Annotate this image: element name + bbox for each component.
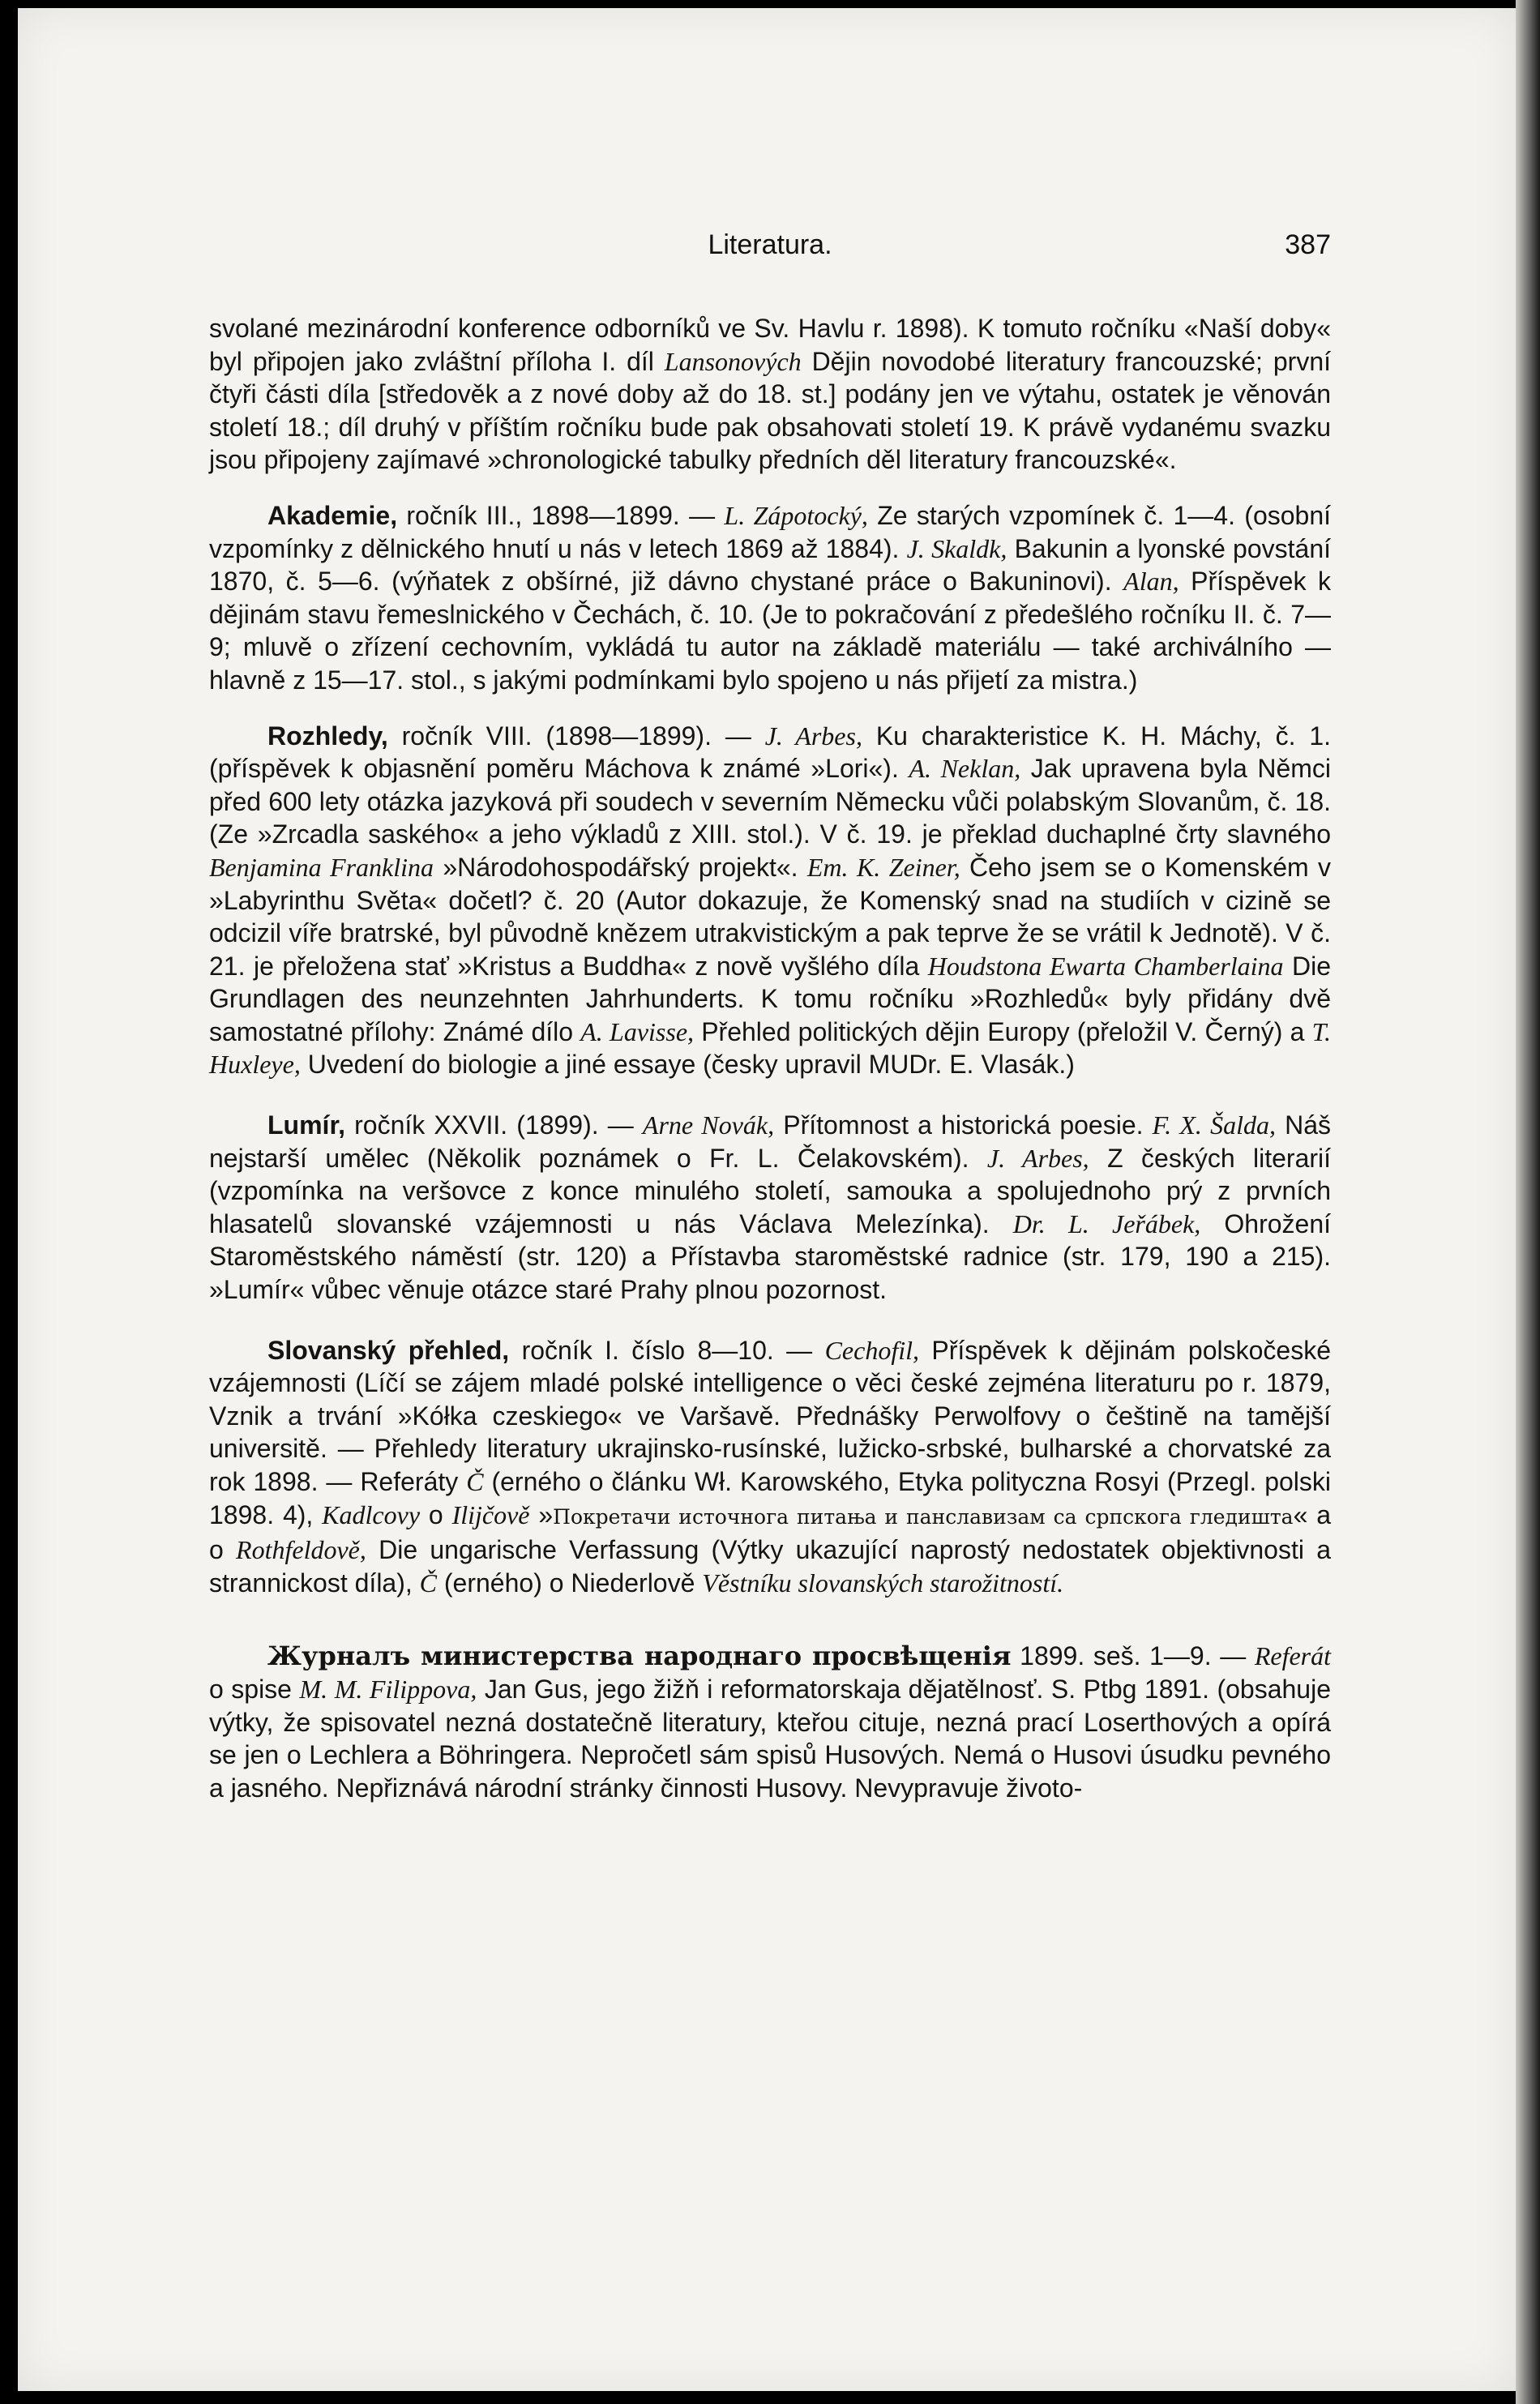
author-name: J. Arbes,: [986, 1143, 1089, 1173]
author-name: Ilijčově: [451, 1499, 530, 1529]
author-name: Benjamina Franklina: [209, 852, 434, 882]
page-header: [209, 229, 1331, 270]
article-body: [209, 312, 1331, 1804]
author-name: Houdstona Ewarta Chamberlaina: [927, 951, 1284, 981]
entry-akademie: Akademie, ročník III., 1898—1899. — L. Zápotocký, Ze starých vzpomínek č. 1—4. (osobní vzpomínky z dělnického hnutí u nás v letech 1869 až 1884). J. Skaldk, Bakunin a lyonské povstání 1870, č. 5—6. (výňatek z obšírné, již dávno chystané práce o Bakuninovi). Alan, Příspěvek k dějinám stavu řemeslnického v Čechách, č. 10. (Je to pokračování z předešlého ročníku II. č. 7—9; mluvě o zřízení cechovním, vykládá tu autor na základě materiálu — také archiválního — hlavně z 15—17. stol., s jakými podmínkami bylo spojeno u nás přijetí za mistra.): [209, 500, 1332, 695]
entry-zhurnal: Журналъ министерства народнаго просвѣщенія 1899. seš. 1—9. — Referát o spise M. M. Filippova, Jan Gus, jego žižň i reformatorskaja dějatělnosť. S. Ptbg 1891. (obsahuje výtky, že spisovatel nezná dostatečně literatury, kteřou cituje, nezná prací Loserthových a opírá se jen o Lechlera a Böhringera. Nepročetl sám spisů Husových. Nemá o Husovi úsudku pevného a jasného. Nepřiznává národní stránky činnosti Husovy. Nevypravuje životo-: [209, 1640, 1332, 1803]
author-name: T. Huxleye,: [209, 1016, 1332, 1080]
author-name: Rothfeldově,: [236, 1535, 366, 1565]
journal-title: Akademie,: [267, 500, 398, 530]
entry-slovansky-prehled: Slovanský přehled, ročník I. číslo 8—10. — Cechofil, Příspěvek k dějinám polskočeské vzájemnosti (Líčí se zájem mladé polské intelligence o věci české zejména literaturu po r. 1879, Vznik a trvání »Kółka czeskiego« ve Varšavě. Přednášky Perwolfovy o češtině na tamější universitě. — Přehledy literatury ukrajinsko-rusínské, lužicko-srbské, bulharské a chorvatské za rok 1898. — Referáty Č (erného o článku Wł. Karowského, Etyka polityczna Rosyi (Przegl. polski 1898. 4), Kadlcovy o Ilijčově »Покретачи источнога питања и панславизам са српскога гледишта« a o Rothfeldově, Die ungarische Verfassung (Výtky ukazující naprostý nedostatek objektivnosti a strannickost díla), Č (erného) o Niederlově Věstníku slovanských starožitností.: [209, 1335, 1332, 1598]
author-name: L. Zápotocký,: [724, 500, 868, 530]
book-edge: [1516, 0, 1540, 2404]
entry-rozhledy: Rozhledy, ročník VIII. (1898—1899). — J. Arbes, Ku charakteristice K. H. Máchy, č. 1. (příspěvek k objasnění poměru Máchova k známé »Lori«). A. Neklan, Jak upravena byla Němci před 600 lety otázka jazyková při soudech v severním Německu vůči polabským Slovanům, č. 18. (Ze »Zrcadla saského« a jeho výkladů z XIII. stol.). V č. 19. je překlad duchaplné črty slavného Benjamina Franklina »Národohospodářský projekt«. Em. K. Zeiner, Čeho jsem se o Komenském v »Labyrinthu Světa« dočetl? č. 20 (Autor dokazuje, že Komenský snad na studiích v cizině se odcizil víře bratrské, byl původně knězem utrakvistickým a pak teprve že se vrátil k Jednotě). V č. 21. je přeložena stať »Kristus a Buddha« z nově vyšlého díla Houdstona Ewarta Chamberlaina Die Grundlagen des neunzehnten Jahrhunderts. K tomu ročníku »Rozhledů« byly přidány dvě samostatné přílohy: Známé dílo A. Lavisse, Přehled politických dějin Europy (přeložil V. Černý) a T. Huxleye, Uvedení do biologie a jiné essaye (česky upravil MUDr. E. Vlasák.): [209, 721, 1332, 1080]
author-name: J. Arbes,: [764, 721, 862, 751]
journal-title: Журналъ министерства народнаго просвѣщенія: [267, 1640, 1012, 1672]
journal-title-italic: Věstníku slovanských starožitností.: [702, 1568, 1064, 1598]
journal-title: Slovanský přehled,: [267, 1335, 510, 1365]
running-title: Literatura.: [708, 229, 832, 260]
author-name: J. Skaldk,: [906, 533, 1007, 563]
author-name: Dr. L. Jeřábek,: [1012, 1208, 1201, 1238]
author-name: Em. K. Zeiner,: [806, 852, 960, 882]
author-name: Cechofil,: [824, 1335, 919, 1365]
author-name: Arne Novák,: [642, 1110, 775, 1140]
journal-title: Lumír,: [267, 1110, 346, 1140]
journal-title: Rozhledy,: [267, 721, 388, 751]
author-name: Lansonových: [664, 346, 802, 376]
entry-lumir: Lumír, ročník XXVII. (1899). — Arne Novák, Přítomnost a historická poesie. F. X. Šalda, Náš nejstarší umělec (Několik poznámek o Fr. L. Čelakovském). J. Arbes, Z českých literarií (vzpomínka na veršovce z konce minulého století, samouka a spolujednoho prý z prvních hlasatelů slovanské vzájemnosti u nás Václava Melezínka). Dr. L. Jeřábek, Ohrožení Staroměstského náměstí (str. 120) a Přístavba staroměstské radnice (str. 179, 190 a 215). »Lumír« vůbec věnuje otázce staré Prahy plnou pozornost.: [209, 1110, 1332, 1305]
author-name: Kadlcovy: [322, 1499, 421, 1529]
cyrillic-title: Покретачи источнога питања и панславизам са српскога гледишта: [553, 1504, 1294, 1529]
intro-paragraph: svolané mezinárodní konference odborníků ve Sv. Havlu r. 1898). K tomuto ročníku «Naší doby« byl připojen jako zvláštní příloha I. díl Lansonových Dějin novodobé literatury francouzské; první čtyři části díla [středověk a z nové doby až do 18. st.] podány jen ve výtahu, ostatek je věnován století 18.; díl druhý v příštím ročníku bude pak obsahovati století 19. K právě vydanému svazku jsou připojeny zajímavé »chronologické tabulky předních děl literatury francouzské«.: [209, 314, 1332, 475]
author-name: A. Neklan,: [909, 754, 1021, 784]
author-name: M. M. Filippova,: [299, 1674, 477, 1704]
author-name: A. Lavisse,: [580, 1016, 695, 1046]
page-number: 387: [1285, 229, 1331, 260]
author-name: Č: [419, 1568, 437, 1598]
author-name: F. X. Šalda,: [1152, 1110, 1276, 1140]
author-name: Alan,: [1123, 567, 1179, 597]
referat-label: Referát: [1254, 1641, 1332, 1671]
author-name: Č: [466, 1467, 484, 1496]
